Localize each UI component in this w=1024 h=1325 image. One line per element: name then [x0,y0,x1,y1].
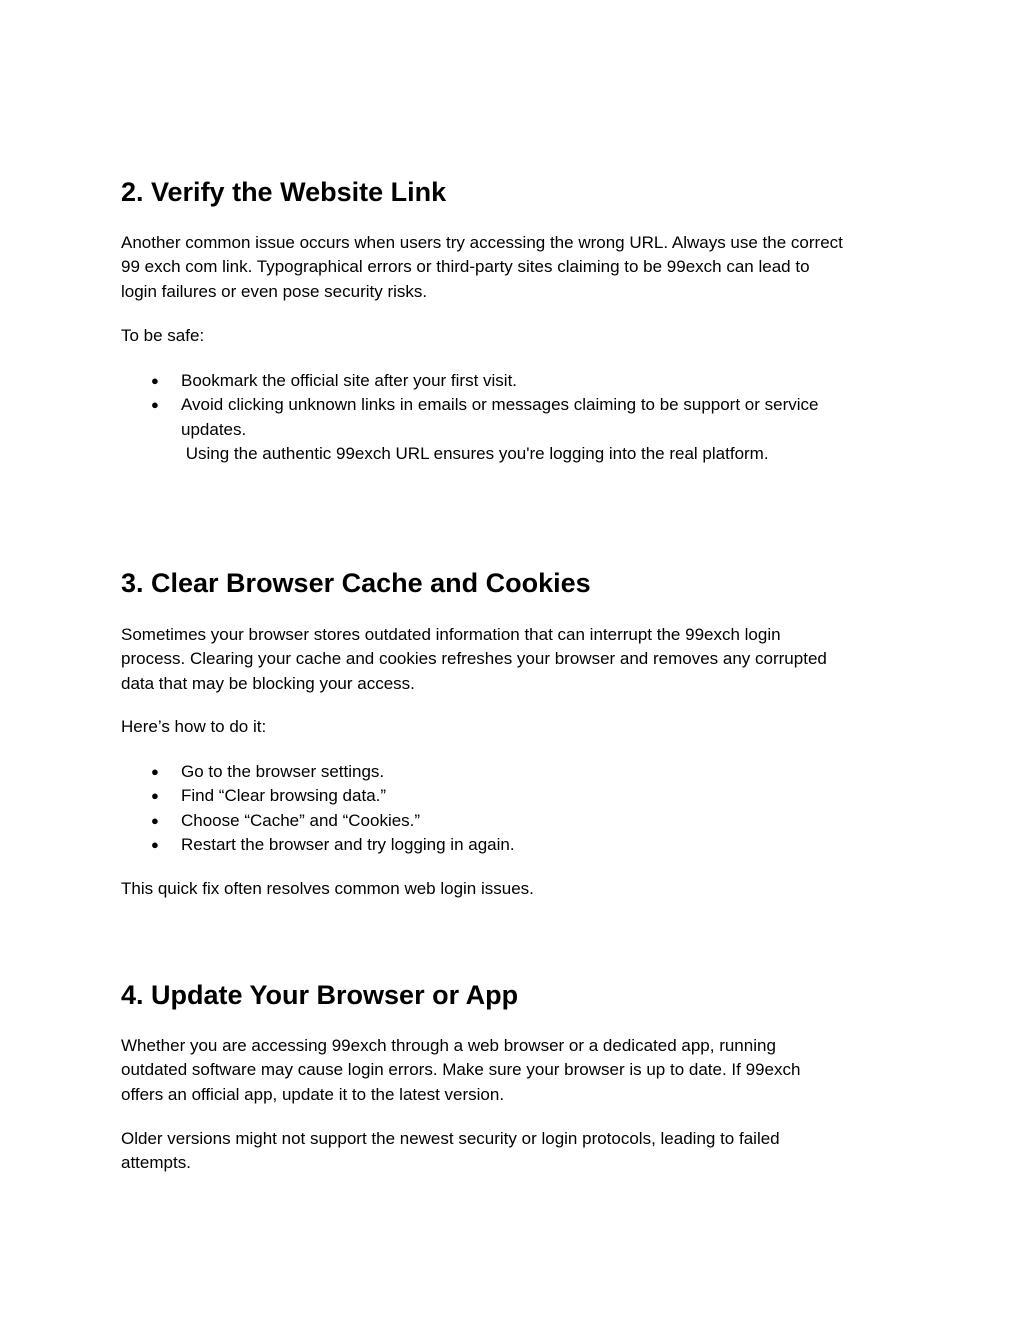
text-line: login failures or even pose security risks. [121,281,428,301]
text-line: Another common issue occurs when users try accessing the wrong URL. Always use the correct [121,233,843,252]
section-paragraph [121,1127,921,1176]
section-heading: 4. Update Your Browser or App [121,980,519,1010]
text-line: offers an official app, update it to the latest version. [121,1084,505,1104]
text-line: Sometimes your browser stores outdated information that can interrupt the 99exch login [121,625,781,644]
list-continuation: Using the authentic 99exch URL ensures you're logging into the real platform. [181,444,769,464]
text-line: data that may be blocking your access. [121,673,415,693]
text-line: 99 exch com link. Typographical errors or third-party sites claiming to be 99exch can lead to [121,257,810,277]
list-item [121,393,921,466]
bullet-list [121,369,921,467]
list-item: ● Choose “Cache” and “Cookies.” [121,809,921,833]
text-line: Whether you are accessing 99exch through a web browser or a dedicated app, running [121,1036,776,1055]
text-line: attempts. [121,1153,191,1173]
list-item: ● Bookmark the official site after your first visit. [121,369,921,393]
text-line: process. Clearing your cache and cookies refreshes your browser and removes any corrupted [121,649,827,669]
section-paragraph [121,623,921,696]
section-heading: 2. Verify the Website Link [121,177,447,207]
list-item-text: updates. [181,419,247,439]
section-paragraph [121,231,921,304]
list-item-text: Avoid clicking unknown links in emails or messages claiming to be support or service [181,395,819,415]
list-intro: To be safe: [121,326,205,345]
list-item: ● Restart the browser and try logging in again. [121,833,921,857]
bullet-list [121,760,921,858]
section-outro: This quick fix often resolves common web login issues. [121,879,534,898]
text-line: Older versions might not support the newest security or login protocols, leading to failed [121,1129,780,1148]
section-paragraph [121,1034,921,1107]
section-heading: 3. Clear Browser Cache and Cookies [121,568,591,598]
list-item: ● Find “Clear browsing data.” [121,784,921,808]
list-item: ● Go to the browser settings. [121,760,921,784]
text-line: outdated software may cause login errors. Make sure your browser is up to date. If 99exch [121,1060,801,1080]
list-intro: Here’s how to do it: [121,717,267,736]
